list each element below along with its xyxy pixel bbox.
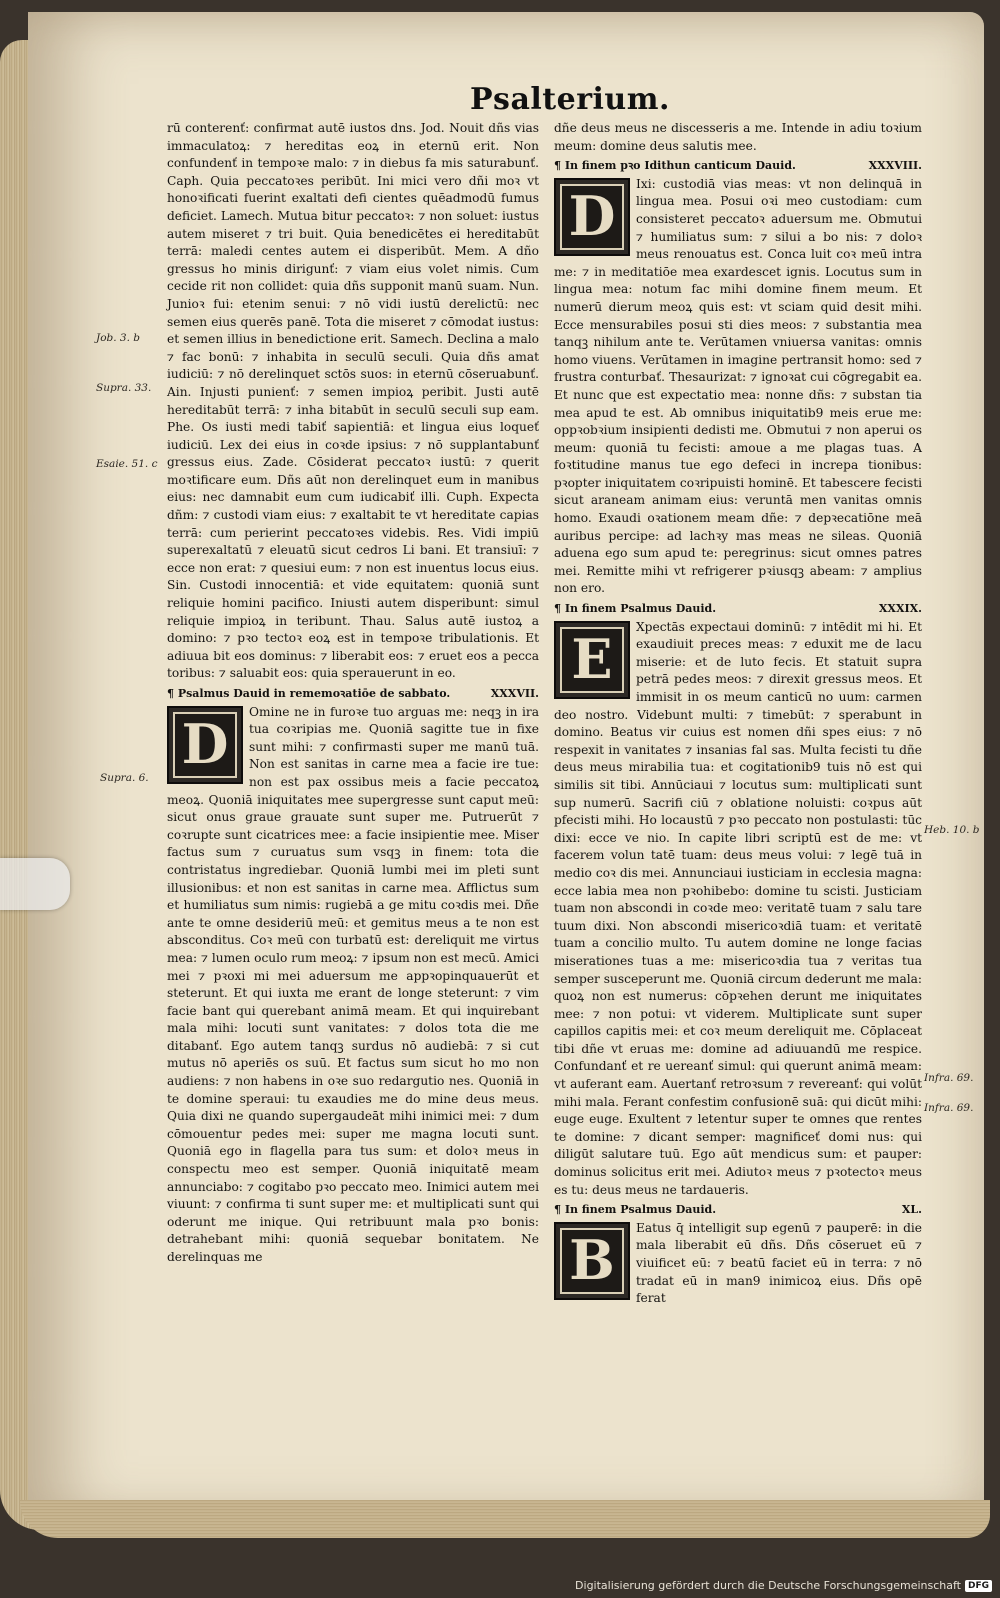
margin-note-job: Job. 3. b: [96, 332, 141, 344]
left-paragraph-1: rū conterenť: confirmat autē iustos dns. Jod. Nouit dñs vias immaculatoꝝ: ⁊ hereditas eoꝝ in eternū erit. Non confundenť in tempoꝛe malo: ⁊ in diebus fa mis saturabunť. Caph. Quia peccatoꝛes peribūt. Ini mici vero dñi moꝛ vt honoꝛificati fuerint exaltati defi cientes quēadmodū fumus deficiet. Lamech. Mutua bitur peccatoꝛ: ⁊ non soluet: iustus autem miseret ⁊ tri buit. Quia benedicētes ei hereditabūt terrā: maledi centes autem ei disperibūt. Mem. A dño gressus ho minis dirigunť: ⁊ viam eius volet nimis. Cum cecide rit non collidet: quia dñs supponit manū suam. Nun. Junioꝛ fui: etenim senui: ⁊ nō vidi iustū derelictū: nec semen eius querēs panē. Tota die miseret ⁊ cōmodat iustus: et semen illius in benedictione erit. Samech. Declina a malo ⁊ fac bonū: ⁊ inhabita in seculū seculi. Quia dñs amat iudiciū: ⁊ nō derelinquet sctōs suos: in eternū cōseruabunť. Ain. Injusti punienť: ⁊ semen impioꝝ peribit. Justi autē hereditabūt terrā: ⁊ inha bitabūt in seculū seculi sup eam. Phe. Os iusti medi tabiť sapientiā: et lingua eius loqueť iudiciū. Lex dei eius in coꝛde ipsius: ⁊ nō supplantabunť gressus eius. Zade. Cōsiderat peccatoꝛ iustū: ⁊ querit moꝛtificare eum. Dñs aūt non derelinquet eum in manibus eius: nec damnabit eum cum iudicabiť illi. Cuph. Expecta dñm: ⁊ custodi viam eius: ⁊ exaltabit te vt hereditate capias terrā: cum perierint peccatoꝛes videbis. Res. Vidi impiū superexaltatū ⁊ eleuatū sicut cedros Li bani. Et transiuī: ⁊ ecce non erat: ⁊ quesiui eum: ⁊ non est inuentus locus eius. Sin. Custodi innocentiā: et vide equitatem: quoniā sunt reliquie homini pacifico. Iniusti autem disperibunt: simul reliquie impioꝝ in teribunt. Thau. Salus autē iustoꝝ a domino: ⁊ pꝛo tectoꝛ eoꝝ est in tempoꝛe tribulationis. Et adiuua bit eos dominus: ⁊ liberabit eos: ⁊ eruet eos a pecca toribus: ⁊ saluabit eos: quia sperauerunt in eo.: [167, 121, 539, 681]
bookmark-tab: [0, 858, 70, 910]
margin-note-esaie: Esaie. 51. c: [96, 458, 158, 470]
right-column: [554, 120, 922, 1308]
psalm-heading-text: ¶ In finem Psalmus Dauid.: [554, 602, 717, 616]
psalm-number: XXXIX.: [878, 602, 922, 616]
margin-note-heb: Heb. 10. b: [924, 824, 980, 836]
initial-letter: B: [554, 1222, 630, 1300]
right-paragraph-4: Eatus q̄ intelligit sup egenū ⁊ pauperē: in die mala liberabit eū dñs. Dñs cōseruet eū ⁊ viuificet eū: ⁊ beatū faciet eū in terra: ⁊ nō tradat eū in man9 inimicoꝝ eius. Dñs opē ferat: [636, 1220, 922, 1306]
initial-letter: E: [554, 621, 630, 699]
margin-note-infra-1: Infra. 69.: [924, 1072, 974, 1084]
psalm-heading-text: ¶ In finem pꝛo Idithun canticum Dauid.: [554, 159, 796, 173]
psalm-heading-39: [554, 600, 922, 618]
psalm-number: XL.: [901, 1203, 922, 1217]
page-edges-bottom: [20, 1500, 990, 1538]
left-column: [167, 120, 539, 1267]
page-title: Psalterium.: [470, 82, 670, 117]
psalm-heading-38: [554, 157, 922, 175]
margin-note-supra-6: Supra. 6.: [100, 772, 149, 784]
dfg-logo: DFG: [965, 1580, 992, 1592]
psalm-number: XXXVIII.: [868, 159, 922, 173]
right-paragraph-1: dñe deus meus ne discesseris a me. Intende in adiu toꝛium meum: domine deus salutis mee.: [554, 121, 922, 153]
left-paragraph-2: Omine ne in furoꝛe tuo arguas me: neqꝫ in ira tua coꝛripias me. Quoniā sagitte tue in fixe sunt mihi: ⁊ confirmasti super me manū tuā. Non est sanitas in carne mea a facie ire tue: non est pax ossibus meis a facie peccatoꝝ meoꝝ. Quoniā iniquitates mee supergresse sunt caput meū: sicut onus graue grauate sunt super me. Putruerūt ⁊ coꝛrupte sunt cicatrices mee: a facie insipientie mee. Miser factus sum ⁊ curuatus sum vsqꝫ in finem: tota die contristatus ingrediebar. Quoniā lumbi mei im pleti sunt illusionibus: et non est sanitas in carne mea. Afflictus sum et humiliatus sum nimis: rugiebā a ge mitu coꝛdis mei. Dñe ante te omne desideriū meū: et gemitus meus a te non est absconditus. Coꝛ meū con turbatū est: dereliquit me virtus mea: ⁊ lumen oculo rum meoꝝ: ⁊ ipsum non est mecū. Amici mei ⁊ pꝛoxi mi mei aduersum me appꝛopinquauerūt et steterunt. Et qui iuxta me erant de longe steterunt: ⁊ vim facie bant qui querebant animā meam. Et qui inquirebant mala mihi: locuti sunt vanitates: ⁊ dolos tota die me ditabanť. Ego autem tanqꝫ surdus nō audiebā: ⁊ si cut mutus nō aperiēs os suū. Et factus sum sicut ho mo non audiens: ⁊ non habens in oꝛe suo redargutio nes. Quoniā in te domine speraui: tu exaudies me do mine deus meus. Quia dixi ne quando supergaudeāt mihi inimici mei: ⁊ dum cōmouentur pedes mei: super me magna locuti sunt. Quoniā ego in flagella para tus sum: et doloꝛ meus in conspectu meo est semper. Quoniā iniquitatē meam annunciabo: ⁊ cogitabo pꝛo peccato meo. Inimici autem mei viuunt: ⁊ confirma ti sunt super me: et multiplicati sunt qui oderunt me inique. Qui retribuunt mala pꝛo bonis: detrahebant mihi: quoniā sequebar bonitatem. Ne derelinquas me: [167, 704, 539, 1264]
psalm-heading-text: ¶ In finem Psalmus Dauid.: [554, 1203, 717, 1217]
initial-letter: D: [167, 706, 243, 784]
right-paragraph-2: Ixi: custodiā vias meas: vt non delinquā in lingua mea. Posui oꝛi meo custodiam: cum consisteret peccatoꝛ aduersum me. Obmutui ⁊ humiliatus sum: ⁊ silui a bo nis: ⁊ doloꝛ meus renouatus est. Conca luit coꝛ meū intra me: ⁊ in meditatiōe mea exardescet ignis. Locutus sum in lingua mea: notum fac mihi domine finem meum. Et numerū dierum meoꝝ quis est: vt sciam quid desit mihi. Ecce mensurabiles posui sti dies meos: ⁊ substantia mea tanqꝫ nihilum ante te. Verūtamen vniuersa vanitas: omnis homo viuens. Verūtamen in imagine pertransit homo: sed ⁊ frustra conturbať. Thesaurizat: ⁊ ignoꝛat cui cōgregabit ea. Et nunc que est expectatio mea: nonne dñs: ⁊ substan tia mea apud te est. Ab omnibus iniquitatib9 meis erue me: oppꝛobꝛium insipienti dedisti me. Obmutui ⁊ non aperui os meum: quoniā tu fecisti: amoue a me plagas tuas. A foꝛtitudine manus tue ego defeci in increpa tionibus: pꝛopter iniquitatem coꝛripuisti hominē. Et tabescere fecisti sicut araneam animam eius: veruntā men vanitas omnis homo. Exaudi oꝛationem meam dñe: ⁊ depꝛecatiōne meā auribus percipe: ad lachꝛy mas meas ne sileas. Quoniā aduena ego sum apud te: peregrinus: sicut omnes patres mei. Remitte mihi vt refrigerer pꝛiusqꝫ abeam: ⁊ amplius non ero.: [554, 176, 922, 596]
psalm-heading-37: [167, 685, 539, 703]
psalm-number: XXXVII.: [490, 687, 539, 700]
psalm-heading-40: [554, 1201, 922, 1219]
right-paragraph-3: Xpectās expectaui dominū: ⁊ intēdit mi hi. Et exaudiuit preces meas: ⁊ eduxit me de lacu miserie: et de luto fecis. Et statuit supra petrā pedes meos: ⁊ direxit gressus meos. Et immisit in os meum canticū no uum: carmen deo nostro. Videbunt multi: ⁊ timebūt: ⁊ sperabunt in domino. Beatus vir cuius est nomen dñi spes eius: ⁊ nō respexit in vanitates ⁊ insanias fal sas. Multa fecisti tu dñe deus meus mirabilia tua: et cogitationib9 tuis nō est qui similis sit tibi. Annūciaui ⁊ locutus sum: multiplicati sunt sup numerū. Sacrifi ciū ⁊ oblatione noluisti: coꝛpus aūt pfecisti mihi. Ho locaustū ⁊ pꝛo peccato non postulasti: tūc dixi: ecce ve nio. In capite libri scriptū est de me: vt facerem volun tatē tuam: deus meus volui: ⁊ legē tuā in medio coꝛ dis mei. Annunciaui iusticiam in ecclesia magna: ecce labia mea non pꝛohibebo: domine tu scisti. Justiciam tuam non abscondi in coꝛde meo: veritatē tuam ⁊ salu tare tuum dixi. Non abscondi misericoꝛdiā tuam: et veritatē tuam a concilio multo. Tu autem domine ne longe facias miserationes tuas a me: misericoꝛdia tua ⁊ veritas tua semper susceperunt me. Quoniā circum dederunt me mala: quoꝝ non est numerus: cōpꝛehen derunt me iniquitates mee: ⁊ non potui: vt viderem. Multiplicate sunt super capillos capitis mei: et coꝛ meum dereliquit me. Cōplaceat tibi dñe vt eruas me: domine ad adiuuandū me respice. Confundanť et re uereanť simul: qui querunt animā meam: vt auferant eam. Auertanť retroꝛsum ⁊ revereanť: qui volūt mihi mala. Ferant confestim confusionē suā: qui dicūt mihi: euge euge. Exultent ⁊ letentur super te omnes que rentes te domine: ⁊ dicant semper: magnificeť domi nus: qui diligūt salutare tuū. Ego aūt mendicus sum: et pauper: dominus solicitus erit mei. Adiutoꝛ meus ⁊ pꝛotectoꝛ meus es tu: deus meus ne tardaueris.: [554, 619, 922, 1197]
margin-note-infra-2: Infra. 69.: [924, 1102, 974, 1114]
footer: [575, 1579, 992, 1592]
margin-note-supra-33: Supra. 33.: [96, 382, 152, 394]
footer-text: Digitalisierung gefördert durch die Deutsche Forschungsgemeinschaft: [575, 1579, 961, 1592]
psalm-heading-text: ¶ Psalmus Dauid in rememoꝛatiōe de sabbato.: [167, 687, 451, 700]
initial-letter: D: [554, 178, 630, 256]
